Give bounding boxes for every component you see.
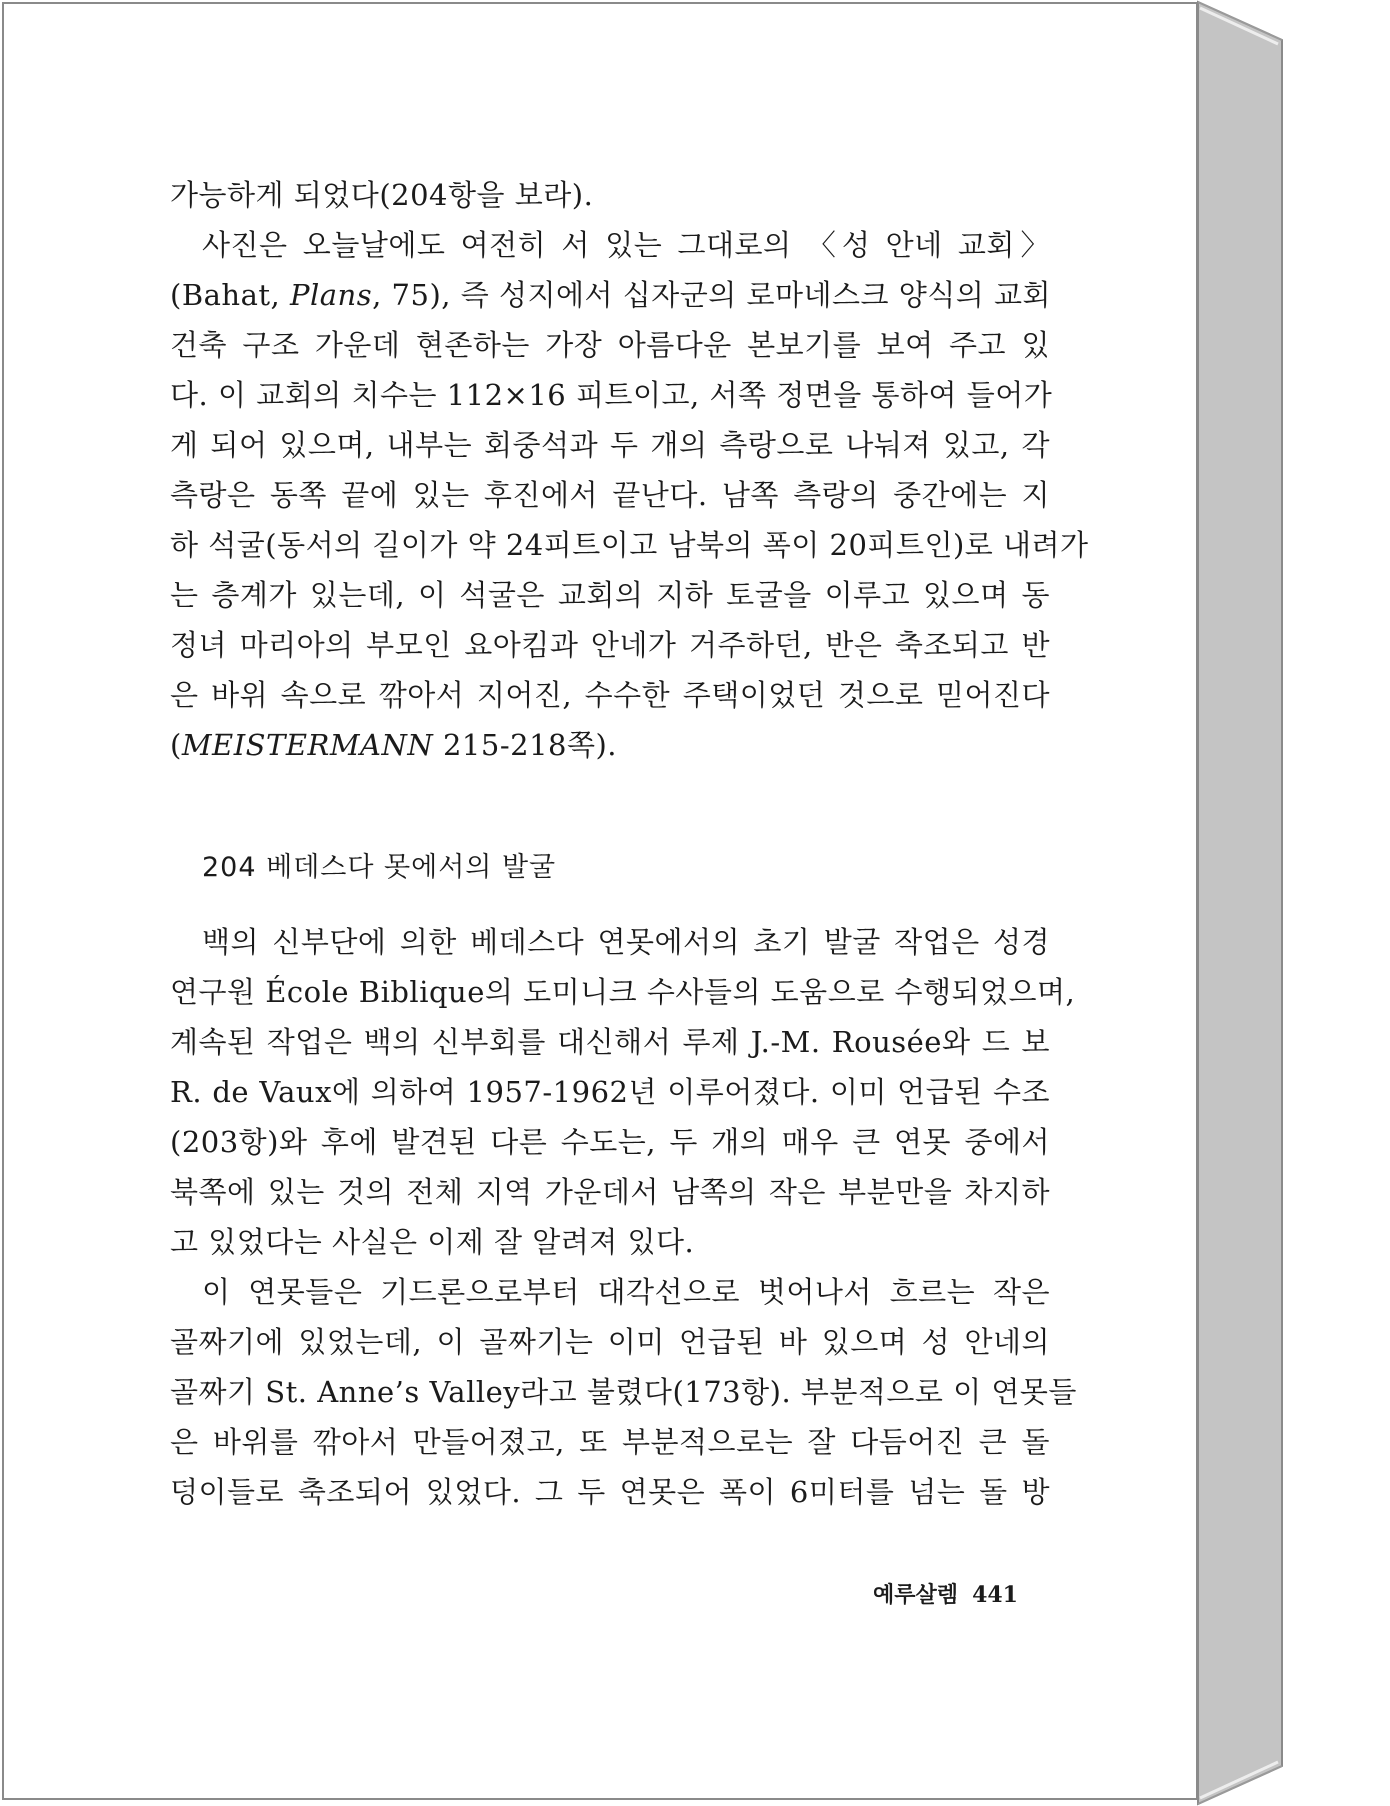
upper-text-block	[170, 170, 1089, 770]
intro-line: 가능하게 되었다(204항을 보라).	[170, 178, 594, 212]
text-line: 게 되어 있으며, 내부는 회중석과 두 개의 측랑으로 나눠져 있고, 각	[170, 428, 1050, 462]
paragraph-pools-valley	[170, 1267, 1077, 1517]
text-line: 고 있었다는 사실은 이제 잘 알려져 있다.	[170, 1225, 695, 1259]
text-line: (MEISTERMANN 215-218쪽).	[170, 728, 618, 762]
text-line: 건축 구조 가운데 현존하는 가장 아름다운 본보기를 보여 주고 있	[170, 328, 1050, 362]
text-line: 다. 이 교회의 치수는 112×16 피트이고, 서쪽 정면을 통하여 들어가	[170, 378, 1053, 412]
text-line: 계속된 작업은 백의 신부회를 대신해서 루제 J.-M. Rousée와 드 보	[170, 1025, 1050, 1059]
text-line: 하 석굴(동서의 길이가 약 24피트이고 남북의 폭이 20피트인)로 내려가	[170, 528, 1089, 562]
text-line: 백의 신부단에 의한 베데스다 연못에서의 초기 발굴 작업은 성경	[202, 925, 1050, 959]
section-heading: 204 베데스다 못에서의 발굴	[202, 852, 557, 883]
text-line: 사진은 오늘날에도 여전히 서 있는 그대로의 〈성 안네 교회〉	[202, 228, 1050, 262]
text-line: R. de Vaux에 의하여 1957-1962년 이루어졌다. 이미 언급된 수조	[170, 1075, 1050, 1109]
text-line: 골짜기에 있었는데, 이 골짜기는 이미 언급된 바 있으며 성 안네의	[170, 1325, 1050, 1359]
text-line: 덩이들로 축조되어 있었다. 그 두 연못은 폭이 6미터를 넘는 돌 방	[170, 1475, 1050, 1509]
text-line: 정녀 마리아의 부모인 요아킴과 안네가 거주하던, 반은 축조되고 반	[170, 628, 1050, 662]
text-line: (203항)와 후에 발견된 다른 수도는, 두 개의 매우 큰 연못 중에서	[170, 1125, 1050, 1159]
text-line: 은 바위 속으로 깎아서 지어진, 수수한 주택이었던 것으로 믿어진다	[170, 678, 1050, 712]
italic-citation: MEISTERMANN	[181, 728, 434, 762]
text-line: 북쪽에 있는 것의 전체 지역 가운데서 남쪽의 작은 부분만을 차지하	[170, 1175, 1050, 1209]
text-line: (Bahat, Plans, 75), 즉 성지에서 십자군의 로마네스크 양식의 교회	[170, 278, 1052, 312]
page-number: 441	[972, 1582, 1018, 1608]
text-line: 연구원 École Biblique의 도미니크 수사들의 도움으로 수행되었으며,	[170, 975, 1076, 1009]
page-footer	[873, 1578, 1018, 1609]
paragraph-st-anne-church	[170, 220, 1089, 770]
paragraph-bethesda-excavation	[170, 917, 1076, 1267]
lower-text-block	[170, 917, 1077, 1517]
text-line: 은 바위를 깎아서 만들어졌고, 또 부분적으로는 잘 다듬어진 큰 돌	[170, 1425, 1050, 1459]
running-title: 예루살렘	[873, 1582, 959, 1608]
text-line: 이 연못들은 기드론으로부터 대각선으로 벗어나서 흐르는 작은	[202, 1275, 1050, 1309]
italic-citation: Plans	[289, 278, 373, 312]
text-line: 골짜기 St. Anne’s Valley라고 불렸다(173항). 부분적으로 이 연못들	[170, 1375, 1077, 1409]
text-line: 는 층계가 있는데, 이 석굴은 교회의 지하 토굴을 이루고 있으며 동	[170, 578, 1050, 612]
text-line: 측랑은 동쪽 끝에 있는 후진에서 끝난다. 남쪽 측랑의 중간에는 지	[170, 478, 1050, 512]
